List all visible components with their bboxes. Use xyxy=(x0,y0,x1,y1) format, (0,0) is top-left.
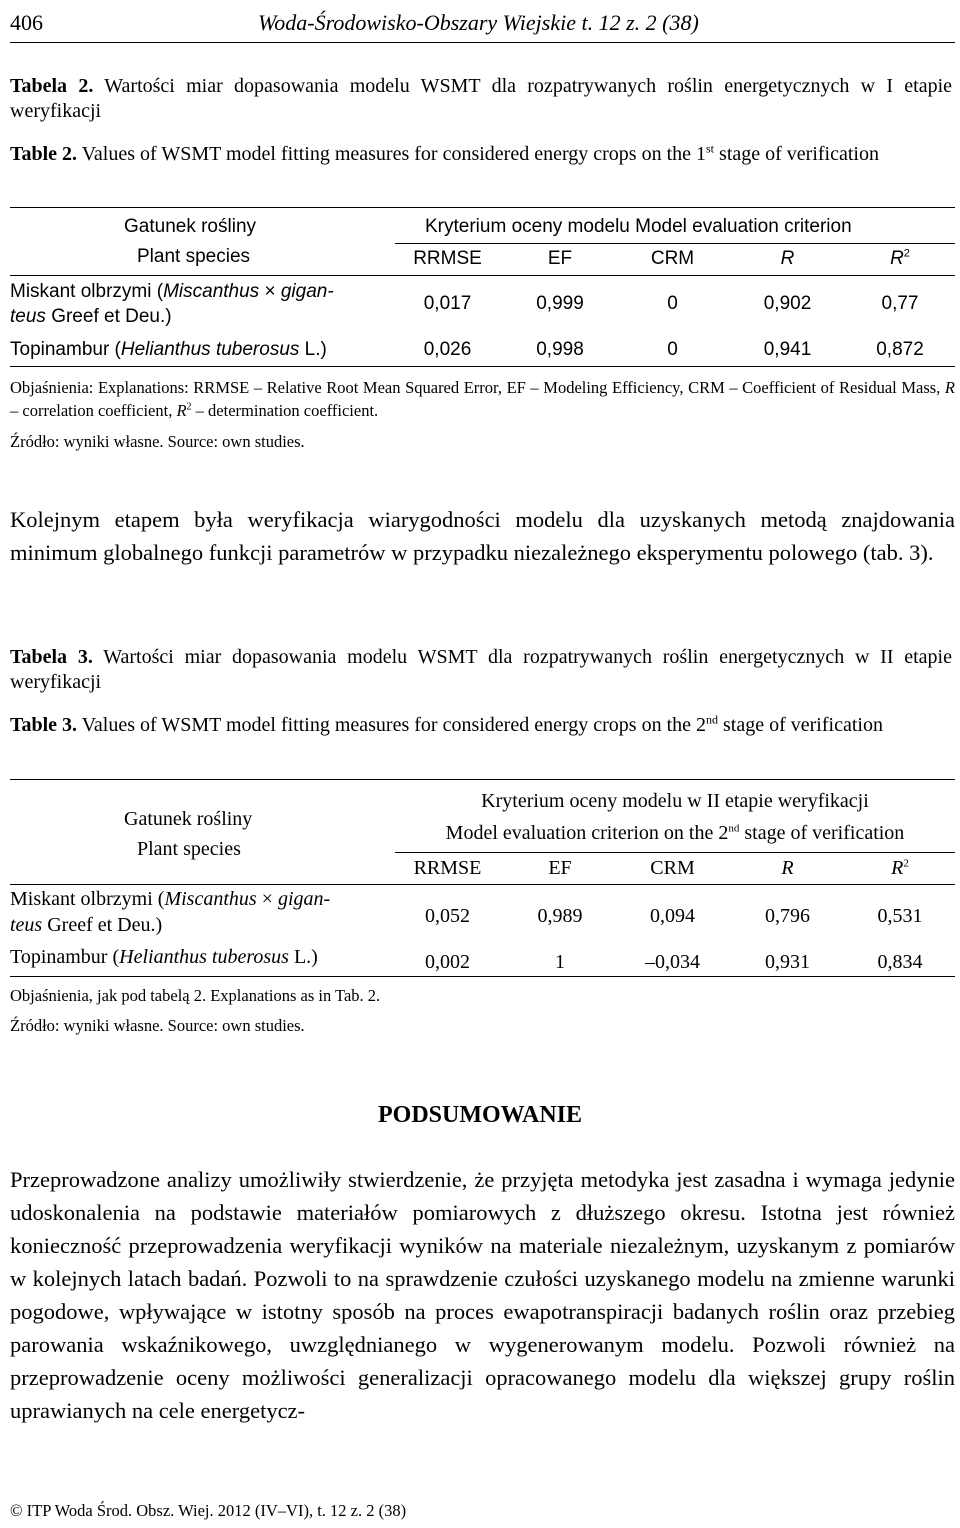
row1-species-line2: teus Greef et Deu.) xyxy=(10,306,172,327)
caption-label: Tabela 3. xyxy=(10,646,93,668)
table3-source: Źródło: wyniki własne. Source: own studies. xyxy=(10,1016,305,1035)
row1-ef: 0,999 xyxy=(536,293,584,314)
summary-paragraph: Przeprowadzone analizy umożliwiły stwierdzenie, że przyjęta metodyka jest zasadna i wymaga jedynie udoskonalenia na podstawie materiałów pomiarowych z dłuższego okresu. Istotna jest również konieczność przeprowadzenia weryfikacji wyników na materiale niezależnym, uzyskanym z pomiarów w kolejnych latach badań. Pozwoli to na sprawdzenie czułości uzyskanego modelu na zmienne warunki pogodowe, wpływające w istotny sposób na proces ewapotranspiracji badanych roślin oraz przebieg parowania wskaźnikowego, uwzględnianego w wygenerowanym modelu. Pozwoli również na przeprowadzenie oceny możliwości generalizacji opracowanego modelu dla większej grupy roślin uprawianych na cele energetycz- xyxy=(10,1167,955,1423)
table3-caption-en xyxy=(10,713,952,738)
col-header-ef: EF xyxy=(547,248,573,269)
row1-r: 0,796 xyxy=(765,905,810,927)
row2-species: Topinambur (Helianthus tuberosus L.) xyxy=(10,339,327,360)
table-bottom-rule xyxy=(10,366,955,367)
row2-r: 0,941 xyxy=(763,339,812,360)
running-header xyxy=(10,6,955,40)
caption-label: Tabela 2. xyxy=(10,75,94,97)
caption-text: Values of WSMT model fitting measures for considered energy crops on the 2 xyxy=(81,714,707,736)
row2-crm: –0,034 xyxy=(645,951,700,973)
table-top-rule xyxy=(10,207,955,208)
table-bottom-rule xyxy=(10,976,955,977)
table3-caption-pl xyxy=(10,645,952,695)
row2-rrmse: 0,026 xyxy=(423,339,472,360)
caption-text-end: stage of verification xyxy=(719,143,879,165)
summary-heading: PODSUMOWANIE xyxy=(377,1102,582,1128)
caption-sup: nd xyxy=(706,712,719,727)
col-header-ef: EF xyxy=(548,857,572,879)
caption-label: Table 2. xyxy=(10,143,78,165)
table2-caption-en xyxy=(10,142,952,167)
footer-copyright: © ITP Woda Środ. Obsz. Wiej. 2012 (IV–VI), t. 12 z. 2 (38) xyxy=(10,1501,407,1520)
species-header-en: Plant species xyxy=(137,838,241,860)
row1-rrmse: 0,017 xyxy=(423,293,472,314)
row1-crm: 0,094 xyxy=(650,905,695,927)
col-header-rrmse: RRMSE xyxy=(413,248,482,269)
journal-title: Woda-Środowisko-Obszary Wiejskie t. 12 z. 2 (38) xyxy=(258,10,699,35)
row2-crm: 0 xyxy=(667,339,678,360)
caption-label: Table 3. xyxy=(10,714,78,736)
col-header-crm: CRM xyxy=(650,857,695,879)
row2-ef: 1 xyxy=(555,951,565,973)
col-header-r: R xyxy=(780,248,795,269)
table2-caption-pl xyxy=(10,74,952,124)
caption-sup: st xyxy=(706,141,715,156)
col-header-r2: $R^2$ xyxy=(891,857,909,879)
species-header-pl: Gatunek rośliny xyxy=(124,808,253,830)
body-paragraph-1: Kolejnym etapem była weryfikacja wiarygodności modelu dla uzyskanych metodą znajdowania minimum globalnego funkcji parametrów w przypadku niezależnego eksperymentu polowego (tab. 3). xyxy=(10,507,955,565)
row2-rrmse: 0,002 xyxy=(425,951,470,973)
criterion-header-en: Model evaluation criterion on the 2nd stage of verification xyxy=(445,822,905,844)
row1-species-line1: Miskant olbrzymi (Miscanthus × gigan- xyxy=(10,888,331,910)
caption-text: Wartości miar dopasowania modelu WSMT dla rozpatrywanych roślin energetycznych w II etapie weryfikacji xyxy=(10,646,952,693)
row1-r2: 0,77 xyxy=(881,293,919,314)
table2-source: Źródło: wyniki własne. Source: own studies. xyxy=(10,432,305,451)
row2-ef: 0,998 xyxy=(536,339,584,360)
table2-explanations: Objaśnienia: Explanations: RRMSE – Relative Root Mean Squared Error, EF – Modeling Efficiency, CRM – Coefficient of Residual Mass, R – correlation coefficient, $R^2$ – determination coefficient. xyxy=(10,378,955,420)
col-header-r2: $R^2$ xyxy=(890,247,910,269)
criterion-header: Kryterium oceny modelu Model evaluation criterion xyxy=(425,216,852,237)
col-header-crm: CRM xyxy=(650,248,695,269)
col-header-r: R xyxy=(781,857,794,879)
page-number: 406 xyxy=(10,10,43,35)
row1-r2: 0,531 xyxy=(877,905,923,927)
caption-text: Values of WSMT model fitting measures for considered energy crops on the 1 xyxy=(81,143,707,165)
table3-explanations: Objaśnienia, jak pod tabelą 2. Explanations as in Tab. 2. xyxy=(10,986,381,1005)
criterion-rule xyxy=(395,852,955,853)
header-rule xyxy=(10,42,955,43)
header-bottom-rule xyxy=(10,275,955,276)
species-header-en: Plant species xyxy=(137,246,251,267)
criterion-header-pl: Kryterium oceny modelu w II etapie weryfikacji xyxy=(481,790,869,812)
row1-r: 0,902 xyxy=(763,293,812,314)
caption-text: Wartości miar dopasowania modelu WSMT dla rozpatrywanych roślin energetycznych w I etapie weryfikacji xyxy=(10,75,953,122)
row2-r2: 0,872 xyxy=(876,339,924,360)
criterion-rule xyxy=(395,243,955,244)
row1-ef: 0,989 xyxy=(537,905,583,927)
header-bottom-rule xyxy=(10,884,955,885)
row1-species-line2: teus Greef et Deu.) xyxy=(10,914,163,936)
row1-rrmse: 0,052 xyxy=(425,905,470,927)
col-header-rrmse: RRMSE xyxy=(413,857,482,879)
species-header-pl: Gatunek rośliny xyxy=(124,216,257,237)
table-top-rule xyxy=(10,779,955,780)
caption-text-end: stage of verification xyxy=(723,714,883,736)
row2-r2: 0,834 xyxy=(877,951,923,973)
row2-species: Topinambur (Helianthus tuberosus L.) xyxy=(10,946,318,968)
row2-r: 0,931 xyxy=(765,951,810,973)
row1-crm: 0 xyxy=(667,293,678,314)
row1-species-line1: Miskant olbrzymi (Miscanthus × gigan- xyxy=(10,281,334,302)
